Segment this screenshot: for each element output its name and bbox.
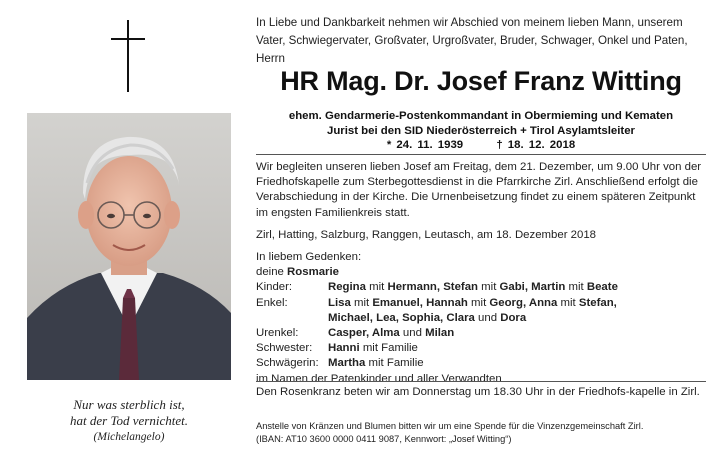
mourner-row xyxy=(256,311,708,326)
mourner-row-names xyxy=(328,311,708,326)
mourner-row-label: Urenkel: xyxy=(256,327,299,340)
wife-line xyxy=(256,265,708,280)
career-line-1: ehem. Gendarmerie-Postenkommandant in Obermieming und Kematen xyxy=(288,110,674,122)
mourners-heading: In liebem Gedenken: xyxy=(256,251,362,263)
mourner-row-names xyxy=(328,326,708,341)
mourner-row-names xyxy=(328,296,708,311)
mourner-name: Beate xyxy=(586,281,618,294)
donation-line-1: Anstelle von Kränzen und Blumen bitten wir um eine Spende für die Vinzenzgemeinschaft Zirl. xyxy=(256,421,644,431)
mourner-connector: mit xyxy=(557,296,579,309)
mourner-row-label: Schwägerin: xyxy=(256,357,319,370)
mourner-name: Georg, Anna xyxy=(489,296,558,309)
mourner-connector: mit xyxy=(565,281,587,294)
mourner-row-label: Enkel: xyxy=(256,296,288,309)
mourner-row xyxy=(256,341,708,356)
mourner-row-names xyxy=(328,280,708,295)
mourner-name: Regina xyxy=(328,281,366,294)
birth-date: * 24. 11. 1939 xyxy=(386,139,464,151)
divider-bottom xyxy=(256,381,706,382)
mourner-name: Milan xyxy=(425,327,455,340)
mourner-connector: und xyxy=(399,327,426,340)
deceased-details xyxy=(256,109,706,153)
portrait-photo xyxy=(27,113,231,380)
mourner-connector: mit xyxy=(478,281,500,294)
cross-icon xyxy=(111,20,145,92)
mourners-closing: im Namen der Patenkinder und aller Verwandten xyxy=(256,372,502,385)
mourner-row-names xyxy=(328,356,708,371)
mourner-row-label xyxy=(256,311,328,326)
mourner-row-names xyxy=(328,341,708,356)
mourner-rows xyxy=(256,280,708,371)
mourner-name: Hanni xyxy=(328,342,360,355)
quote-line-2: hat der Tod vernichtet. xyxy=(70,413,188,428)
mourner-connector: mit Familie xyxy=(359,342,418,355)
quote-line-1: Nur was sterblich ist, xyxy=(73,397,185,412)
mourner-row xyxy=(256,356,708,371)
funeral-announcement: Wir begleiten unseren lieben Josef am Freitag, dem 21. Dezember, um 9.00 Uhr von der Friedhofskapelle zum Sterbegottesdienst in die Pfarrkirche Zirl. Anschließend erfolgt die Verabschiedung in der Kirche. Die Urnenbeisetzung findet zu einem späteren Zeitpunkt im engsten Familienkreis statt. xyxy=(256,161,702,219)
deceased-name: HR Mag. Dr. Josef Franz Witting xyxy=(280,66,682,96)
place-and-date: Zirl, Hatting, Salzburg, Ranggen, Leutasch, am 18. Dezember 2018 xyxy=(256,229,597,241)
mourner-name: Stefan, xyxy=(578,296,617,309)
mourner-name: Lisa xyxy=(328,296,351,309)
mourner-name: Dora xyxy=(500,311,527,324)
quote-author: (Michelangelo) xyxy=(93,431,165,443)
mourner-row-label: Kinder: xyxy=(256,281,293,294)
mourner-connector: mit xyxy=(467,296,490,309)
intro-text: In Liebe und Dankbarkeit nehmen wir Abschied von meinem lieben Mann, unserem Vater, Schwiegervater, Großvater, Urgroßvater, Bruder, Schwager, Onkel und Paten, Herrn xyxy=(256,16,688,65)
mourner-row xyxy=(256,326,708,341)
wife-prefix: deine xyxy=(256,266,288,279)
mourner-connector: und xyxy=(474,311,501,324)
mourner-name: Hermann, Stefan xyxy=(387,281,479,294)
mourner-connector: mit Familie xyxy=(365,357,424,370)
career-line-2: Jurist bei den SID Niederösterreich + Tirol Asylamtsleiter xyxy=(327,124,635,137)
mourner-name: Gabi, Martin xyxy=(499,281,566,294)
life-dates xyxy=(256,138,706,153)
mourner-name: Emanuel, Hannah xyxy=(372,296,468,309)
donation-line-2: (IBAN: AT10 3600 0000 0411 9087, Kennwort: „Josef Witting“) xyxy=(256,433,512,444)
mourner-row xyxy=(256,280,708,295)
mourner-row xyxy=(256,296,708,311)
wife-name: Rosmarie xyxy=(287,266,339,279)
memorial-quote xyxy=(27,397,231,445)
divider-top xyxy=(256,154,706,155)
mourner-connector: mit xyxy=(365,281,388,294)
mourner-row-label: Schwester: xyxy=(256,342,313,355)
mourner-name: Michael, Lea, Sophia, Clara xyxy=(328,311,475,324)
mourners-list xyxy=(256,250,708,387)
mourner-name: Casper, Alma xyxy=(328,327,400,340)
donation-notice xyxy=(256,420,708,445)
death-date: † 18. 12. 2018 xyxy=(496,139,576,151)
mourner-connector: mit xyxy=(350,296,373,309)
rosary-notice: Den Rosenkranz beten wir am Donnerstag um 18.30 Uhr in der Friedhofs-kapelle in Zirl. xyxy=(256,386,700,398)
mourner-name: Martha xyxy=(328,357,366,370)
